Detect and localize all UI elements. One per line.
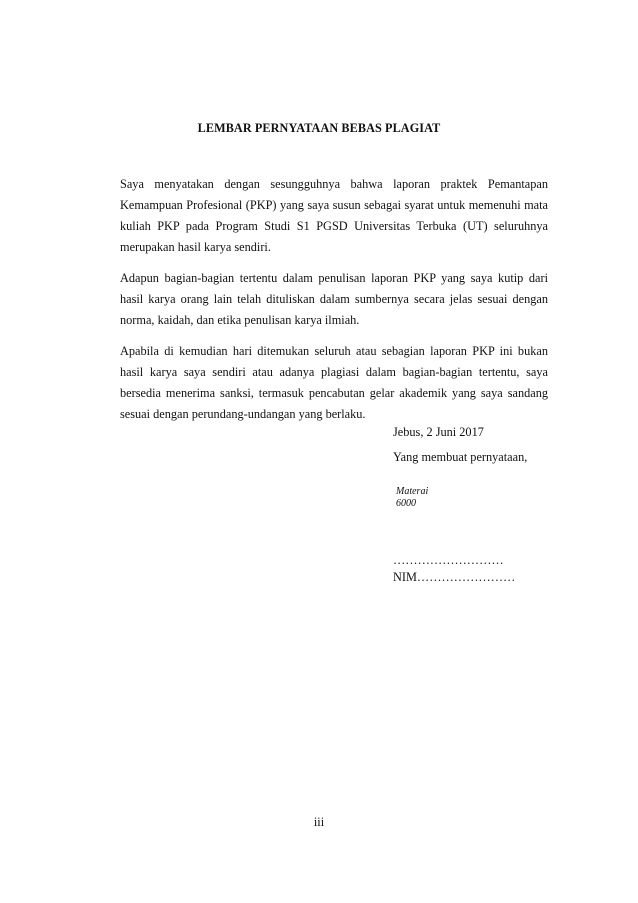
materai-label: Materai <box>396 486 429 497</box>
statement-body <box>120 174 548 435</box>
signature-place-date: Jebus, 2 Juni 2017 <box>393 425 484 439</box>
signature-name-line: ……………………… <box>393 553 504 567</box>
materai-stamp-label <box>396 486 428 510</box>
materai-value: 6000 <box>396 498 416 509</box>
page-number: iii <box>313 815 325 829</box>
paragraph-originality: Saya menyatakan dengan sesungguhnya bahwa laporan praktek Pemantapan Kemampuan Profesional (PKP) yang saya susun sebagai syarat untuk memenuhi mata kuliah PKP pada Program Studi S1 PGSD Universitas Terbuka (UT) seluruhnya merupakan hasil karya sendiri. <box>120 177 548 254</box>
signature-nim-line: NIM…………………… <box>393 570 516 584</box>
paragraph-sanctions: Apabila di kemudian hari ditemukan seluruh atau sebagian laporan PKP ini bukan hasil karya saya sendiri atau adanya plagiasi dalam bagian-bagian tertentu, saya bersedia menerima sanksi, termasuk pencabutan gelar akademik yang saya sandang sesuai dengan perundang-undangan yang berlaku. <box>120 344 548 421</box>
page-title: LEMBAR PERNYATAAN BEBAS PLAGIAT <box>197 121 441 135</box>
paragraph-citations: Adapun bagian-bagian tertentu dalam penulisan laporan PKP yang saya kutip dari hasil karya orang lain telah dituliskan dalam sumbernya secara jelas sesuai dengan norma, kaidah, dan etika penulisan karya ilmiah. <box>120 271 548 327</box>
signature-statement: Yang membuat pernyataan, <box>393 450 528 464</box>
